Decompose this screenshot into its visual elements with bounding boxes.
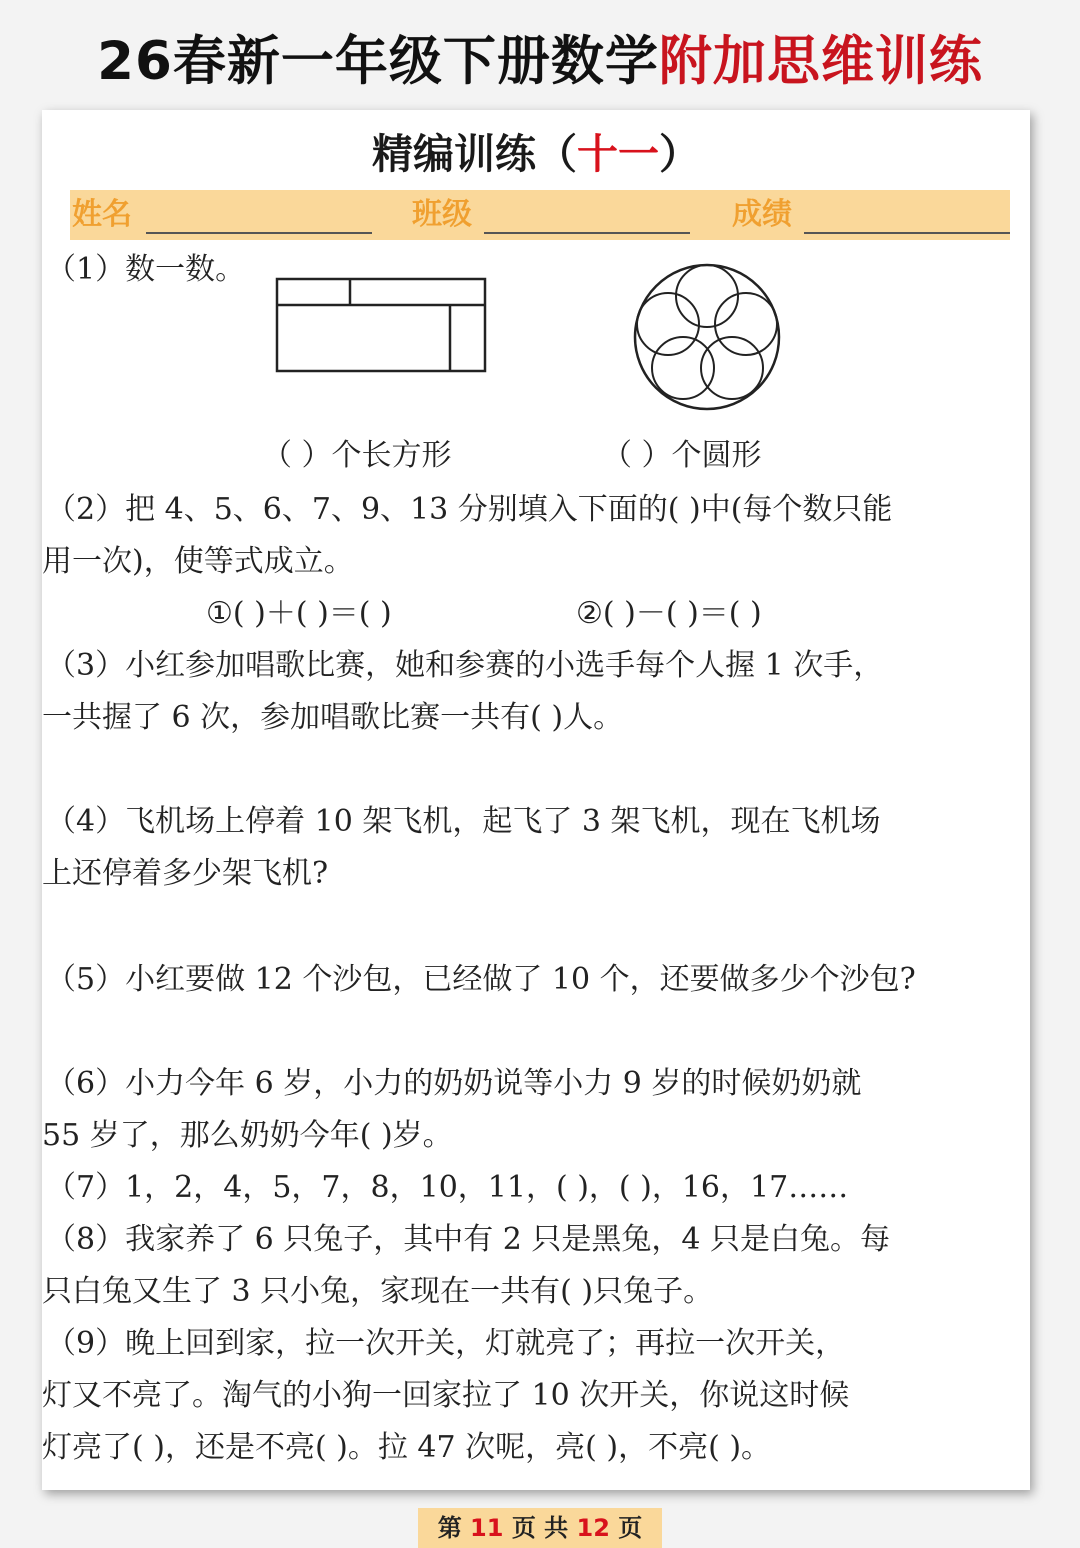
question-9-line-1: （9）晚上回到家，拉一次开关，灯就亮了；再拉一次开关， [46,1326,846,1361]
question-1: （1）数一数。 [46,252,246,287]
equation-2: ②( )－( )＝( ) [576,596,762,631]
rectangle-count-caption: （ ）个长方形 [262,438,452,473]
question-9-line-3: 灯亮了( )，还是不亮( )。拉 47 次呢，亮( )，不亮( )。 [42,1430,772,1465]
worksheet-title [42,122,1030,186]
name-blank-line[interactable] [146,232,372,234]
question-5: （5）小红要做 12 个沙包，已经做了 10 个，还要做多少个沙包? [46,962,916,997]
class-field [412,190,712,240]
banner-title [0,22,1080,102]
footer-prefix: 第 [437,1514,462,1542]
class-label: 班级 [412,197,472,232]
name-label: 姓名 [72,197,132,232]
page-number-footer [418,1508,662,1548]
score-label: 成绩 [732,197,792,232]
current-page-number: 11 [470,1514,504,1542]
banner-title-red: 附加思维训练 [658,31,983,92]
question-7: （7）1，2，4，5，7，8，10，11，( )，( )，16，17…… [46,1170,849,1205]
equation-1: ①( )＋( )＝( ) [206,596,392,631]
worksheet-title-prefix: 精编训练（ [372,130,577,178]
footer-suffix: 页 [618,1514,643,1542]
score-field [732,190,1010,240]
question-9-line-2: 灯又不亮了。淘气的小狗一回家拉了 10 次开关，你说这时候 [42,1378,850,1413]
circles-figure [632,262,782,412]
question-8-line-2: 只白兔又生了 3 只小兔，家现在一共有( )只兔子。 [42,1274,714,1309]
worksheet-title-number: 十一 [577,130,659,178]
question-6-line-1: （6）小力今年 6 岁，小力的奶奶说等小力 9 岁的时候奶奶就 [46,1066,862,1101]
circle-count-caption: （ ）个圆形 [602,438,762,473]
rectangle-figure [274,276,488,374]
question-8-line-1: （8）我家养了 6 只兔子，其中有 2 只是黑兔，4 只是白兔。每 [46,1222,891,1257]
student-info-band [70,190,1010,240]
question-2-line-1: （2）把 4、5、6、7、9、13 分别填入下面的( )中(每个数只能 [46,492,893,527]
question-2-line-2: 用一次)，使等式成立。 [42,544,354,579]
class-blank-line[interactable] [484,232,690,234]
name-field [72,190,372,240]
question-3-line-2: 一共握了 6 次，参加唱歌比赛一共有( )人。 [42,700,624,735]
score-blank-line[interactable] [804,232,1010,234]
worksheet-page [42,110,1030,1490]
footer-middle: 页 共 [511,1514,569,1542]
question-3-line-1: （3）小红参加唱歌比赛，她和参赛的小选手每个人握 1 次手， [46,648,884,683]
question-4-line-1: （4）飞机场上停着 10 架飞机，起飞了 3 架飞机，现在飞机场 [46,804,881,839]
question-4-line-2: 上还停着多少架飞机? [42,856,329,891]
banner-title-black: 26春新一年级下册数学 [97,31,659,92]
question-6-line-2: 55 岁了，那么奶奶今年( )岁。 [42,1118,453,1153]
total-page-number: 12 [576,1514,610,1542]
worksheet-title-suffix: ） [659,130,700,178]
